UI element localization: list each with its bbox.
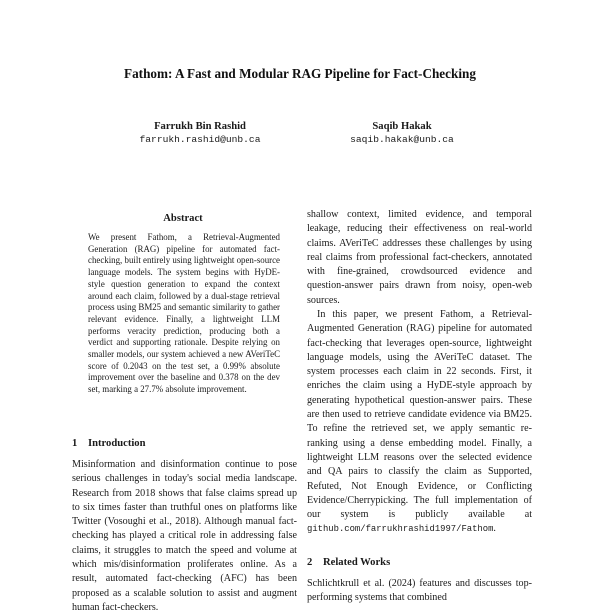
author-block: [120, 120, 280, 146]
body-paragraph: [307, 308, 532, 537]
section-heading-related-works: [307, 557, 390, 568]
paragraph-end: .: [493, 523, 496, 535]
section-title: Related Works: [323, 557, 391, 568]
author-block: [322, 120, 482, 146]
body-paragraph-continuation: shallow context, limited evidence, and temporal leakage, reducing their effectiveness on real-world claims. AVeriTeC addresses these challenges by using real claims from professional fact-checkers, annotated with fine-grained, crowdsourced evidence and question-answer pairs drawn from noisy, open-web sources.: [307, 209, 532, 306]
abstract-heading: Abstract: [163, 213, 203, 224]
paper-title: Fathom: A Fast and Modular RAG Pipeline for Fact-Checking: [124, 66, 476, 81]
related-works-text: Schlichtkrull et al. (2024) features and discusses top-performing systems that combined: [307, 578, 532, 604]
paragraph-text: In this paper, we present Fathom, a Retrieval-Augmented Generation (RAG) pipeline for automated fact-checking that leverages open-source, lightweight language models, using the AVeriTeC dataset. The system processes each claim in 22 seconds. First, it enriches the claim using a HyDE-style approach by generating hypothetical question-answer pairs. These are then used to retrieve candidate evidence via BM25. To refine the retrieved set, we apply semantic re-ranking using a dense embedding model. Finally, a lightweight LLM reasons over the selected evidence and QA pairs to classify the claim as Supported, Refuted, Not Enough Evidence, or Conflicting Evidence/Cherrypicking. The full implementation of our system is publicly available at: [307, 309, 532, 521]
author-email: saqib.hakak@unb.ca: [350, 134, 454, 145]
section-title: Introduction: [88, 438, 146, 449]
author-name: Saqib Hakak: [372, 121, 432, 132]
author-email: farrukh.rashid@unb.ca: [139, 134, 261, 145]
introduction-text: Misinformation and disinformation continue to pose serious challenges in today's social media landscape. Research from 2018 shows that false claims spread up to six times faster than truthful ones on platforms like Twitter (Vosoughi et al., 2018). Although manual fact-checking has played a critical role in addressing false claims, it struggles to match the speed and volume at which mis/disinformation proliferates online. As a result, automated fact-checking (AFC) has been proposed as a scalable solution to assist and augment human fact-checkers.: [72, 459, 297, 613]
author-name: Farrukh Bin Rashid: [154, 121, 246, 132]
abstract-text: We present Fathom, a Retrieval-Augmented Generation (RAG) pipeline for automated fact-checking, built entirely using lightweight open-source language models. The system begins with HyDE-style question generation to expand the context around each claim, followed by a dual-stage retrieval process using BM25 and semantic similarity to gather relevant evidence. Finally, a lightweight LLM performs veracity prediction, producing both a verdict and supporting rationale. Despite relying on smaller models, our system achieved a new AVeriTeC score of 0.2043 on the test set, a 0.99% absolute improvement over the baseline and 0.378 on the dev set, marking a 27.7% absolute improvement.: [88, 232, 280, 395]
section-number: 1: [72, 438, 78, 449]
repository-link[interactable]: github.com/farrukhrashid1997/Fathom: [307, 524, 494, 535]
section-heading-introduction: [72, 438, 146, 449]
section-number: 2: [307, 557, 313, 568]
